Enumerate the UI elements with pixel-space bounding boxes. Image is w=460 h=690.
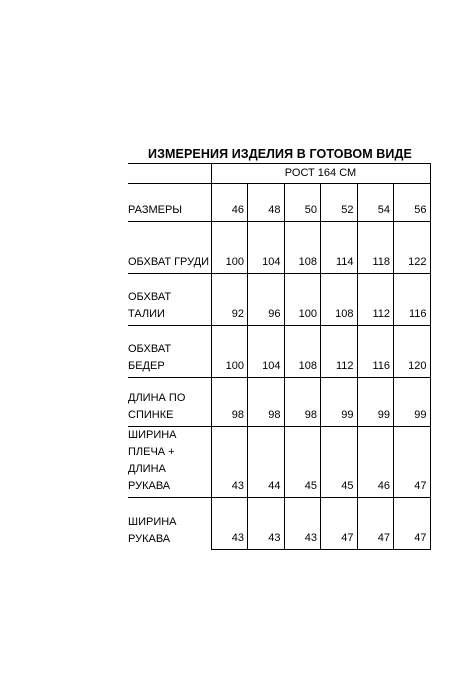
value-cell: 98 (284, 378, 321, 427)
value-cell: 108 (284, 222, 321, 274)
size-table (128, 163, 431, 550)
table-header-row (128, 164, 430, 184)
row-label (128, 378, 211, 427)
value-cell: 99 (321, 378, 358, 427)
value-cell: 108 (284, 326, 321, 378)
value-cell: 56 (394, 184, 431, 222)
value-cell: 44 (248, 427, 285, 498)
row-label: РАЗМЕРЫ (128, 184, 211, 222)
header-empty-cell (128, 164, 211, 184)
value-cell: 116 (394, 274, 431, 326)
value-cell: 98 (248, 378, 285, 427)
row-label-line: ДЛИНА РУКАВА (128, 463, 171, 492)
value-cell: 43 (284, 498, 321, 550)
value-cell: 92 (211, 274, 248, 326)
row-label-line: ШИРИНА (128, 515, 177, 528)
table-row (128, 498, 430, 550)
value-cell: 50 (284, 184, 321, 222)
value-cell: 45 (321, 427, 358, 498)
value-cell: 116 (357, 326, 394, 378)
value-cell: 100 (211, 326, 248, 378)
value-cell: 52 (321, 184, 358, 222)
value-cell: 47 (357, 498, 394, 550)
value-cell: 112 (357, 274, 394, 326)
table-row (128, 378, 430, 427)
value-cell: 54 (357, 184, 394, 222)
value-cell: 99 (357, 378, 394, 427)
value-cell: 100 (284, 274, 321, 326)
table-row (128, 184, 430, 222)
value-cell: 99 (394, 378, 431, 427)
value-cell: 96 (248, 274, 285, 326)
value-cell: 46 (357, 427, 394, 498)
row-label (128, 427, 211, 498)
value-cell: 112 (321, 326, 358, 378)
value-cell: 104 (248, 326, 285, 378)
table-row (128, 274, 430, 326)
table-row (128, 326, 430, 378)
value-cell: 98 (211, 378, 248, 427)
value-cell: 47 (321, 498, 358, 550)
row-label-line: РУКАВА (128, 532, 171, 545)
row-label: ОБХВАТ ТАЛИИ (128, 274, 211, 326)
value-cell: 47 (394, 498, 431, 550)
value-cell: 43 (211, 427, 248, 498)
value-cell: 48 (248, 184, 285, 222)
value-cell: 108 (321, 274, 358, 326)
value-cell: 100 (211, 222, 248, 274)
value-cell: 45 (284, 427, 321, 498)
value-cell: 122 (394, 222, 431, 274)
value-cell: 46 (211, 184, 248, 222)
row-label-line: ШИРИНА (128, 429, 177, 441)
row-label: ОБХВАТ ГРУДИ (128, 222, 211, 274)
value-cell: 47 (394, 427, 431, 498)
row-label: ОБХВАТ БЕДЕР (128, 326, 211, 378)
row-label-line: ДЛИНА ПО (128, 392, 186, 404)
table-title: ИЗМЕРЕНИЯ ИЗДЕЛИЯ В ГОТОВОМ ВИДЕ (148, 147, 412, 161)
table-row (128, 222, 430, 274)
value-cell: 104 (248, 222, 285, 274)
row-label (128, 498, 211, 550)
value-cell: 118 (357, 222, 394, 274)
table-row (128, 427, 430, 498)
value-cell: 120 (394, 326, 431, 378)
row-label-line: ПЛЕЧА + (128, 446, 175, 458)
value-cell: 114 (321, 222, 358, 274)
row-label-line: СПИНКЕ (128, 409, 174, 421)
value-cell: 43 (211, 498, 248, 550)
height-label: РОСТ 164 СМ (211, 164, 430, 184)
value-cell: 43 (248, 498, 285, 550)
